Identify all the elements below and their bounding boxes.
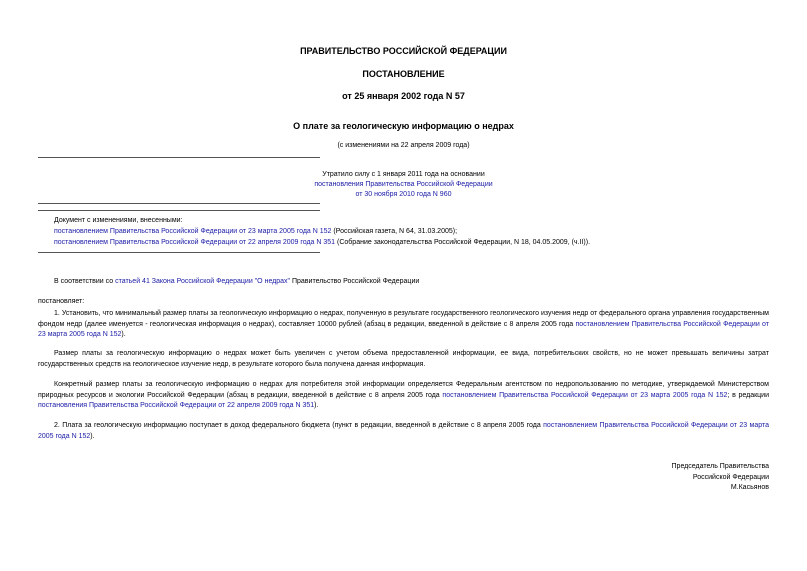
paragraph-4 bbox=[38, 421, 769, 442]
paragraph-1 bbox=[38, 309, 769, 341]
amendments-intro: Документ с изменениями, внесенными: bbox=[54, 217, 183, 224]
government-heading: ПРАВИТЕЛЬСТВО РОССИЙСКОЙ ФЕДЕРАЦИИ bbox=[300, 46, 507, 56]
preamble bbox=[54, 277, 419, 288]
paragraph-3-link-2[interactable]: постановления Правительства Российской Федерации от 22 апреля 2009 года N 351 bbox=[38, 402, 315, 409]
signature-name: М.Касьянов bbox=[730, 484, 769, 491]
paragraph-4-text: 2. Плата за геологическую информацию поступает в доход федерального бюджета (пункт в редакции, введенной в действие с 8 апреля 2005 года bbox=[54, 422, 544, 429]
paragraph-1-text: 1. Установить, что минимальный размер платы за геологическую информацию о недрах, полученную в результате государственного геологического изучения недр от федерального органа управления государственным фондом недр (далее именуется - геологическая информация о недрах), составляет 10000 рублей (абзац в редакции, введенной в действие с 8 апреля 2005 года bbox=[38, 310, 769, 328]
lapse-link-line-1[interactable] bbox=[0, 180, 807, 191]
separator-line bbox=[38, 210, 320, 211]
resolves-label: постановляет: bbox=[38, 298, 85, 305]
amendment-item bbox=[54, 227, 457, 238]
amendment-item bbox=[54, 238, 590, 249]
amendment-source: (Российская газета, N 64, 31.03.2005); bbox=[331, 228, 458, 235]
preamble-text: В соответствии со bbox=[54, 278, 116, 285]
separator-line bbox=[38, 203, 320, 204]
paragraph-4-link[interactable]: постановлением Правительства Российской Федерации от 23 марта 2005 года N 152 bbox=[38, 422, 769, 440]
lapse-link-date[interactable]: от 30 ноября 2010 года N 960 bbox=[355, 191, 452, 198]
document-type: ПОСТАНОВЛЕНИЕ bbox=[362, 69, 445, 79]
paragraph-3-mid: ; в редакции bbox=[727, 391, 769, 399]
signature-title: Председатель Правительства bbox=[671, 463, 769, 470]
document-date: от 25 января 2002 года N 57 bbox=[342, 91, 465, 101]
paragraph-3-text: Конкретный размер платы за геологическую информацию о недрах для потребителя этой информации определяется Федеральным агентством по недропользованию по методике, утверждаемой Министерством природных ресурсов и экологии Российской Федерации (абзац в редакции, введенной в действие с 8 апреля 2005 года bbox=[38, 381, 769, 399]
amendment-link[interactable]: постановлением Правительства Российской Федерации от 22 апреля 2009 года N 351 bbox=[54, 239, 336, 246]
paragraph-1-link[interactable]: постановлением Правительства Российской Федерации от 23 марта 2005 года N 152 bbox=[38, 320, 769, 338]
revision-note: (с изменениями на 22 апреля 2009 года) bbox=[337, 142, 470, 149]
signature-org: Российской Федерации bbox=[692, 473, 769, 481]
law-article-link[interactable]: статьей 41 Закона Российской Федерации "О недрах" bbox=[115, 278, 291, 285]
lapse-link[interactable]: постановления Правительства Российской Федерации bbox=[314, 181, 493, 188]
amendment-source: (Собрание законодательства Российской Федерации, N 18, 04.05.2009, (ч.II)). bbox=[335, 239, 591, 246]
separator-line bbox=[38, 252, 320, 253]
paragraph-3 bbox=[38, 380, 769, 412]
signature-block bbox=[672, 462, 769, 494]
paragraph-1-end: ). bbox=[121, 331, 126, 338]
paragraph-2: Размер платы за геологическую информацию о недрах может быть увеличен с учетом объема предоставленной информации, ее вида, потребительских свойств, но не может превышать величины затрат государственных средств на геологическое изучение недр, в результате которого была получена данная информация. bbox=[38, 350, 769, 368]
preamble-text-end: Правительство Российской Федерации bbox=[290, 278, 420, 285]
paragraph-4-end: ). bbox=[90, 432, 95, 440]
paragraph-3-end: ). bbox=[314, 402, 319, 409]
lapse-notice: Утратило силу с 1 января 2011 года на основании bbox=[322, 171, 485, 178]
separator-line bbox=[38, 157, 320, 158]
document-title: О плате за геологическую информацию о недрах bbox=[293, 121, 514, 131]
paragraph-3-link-1[interactable]: постановлением Правительства Российской Федерации от 23 марта 2005 года N 152 bbox=[442, 391, 728, 399]
amendment-link[interactable]: постановлением Правительства Российской Федерации от 23 марта 2005 года N 152 bbox=[54, 228, 332, 235]
lapse-link-line-2[interactable] bbox=[0, 190, 807, 201]
